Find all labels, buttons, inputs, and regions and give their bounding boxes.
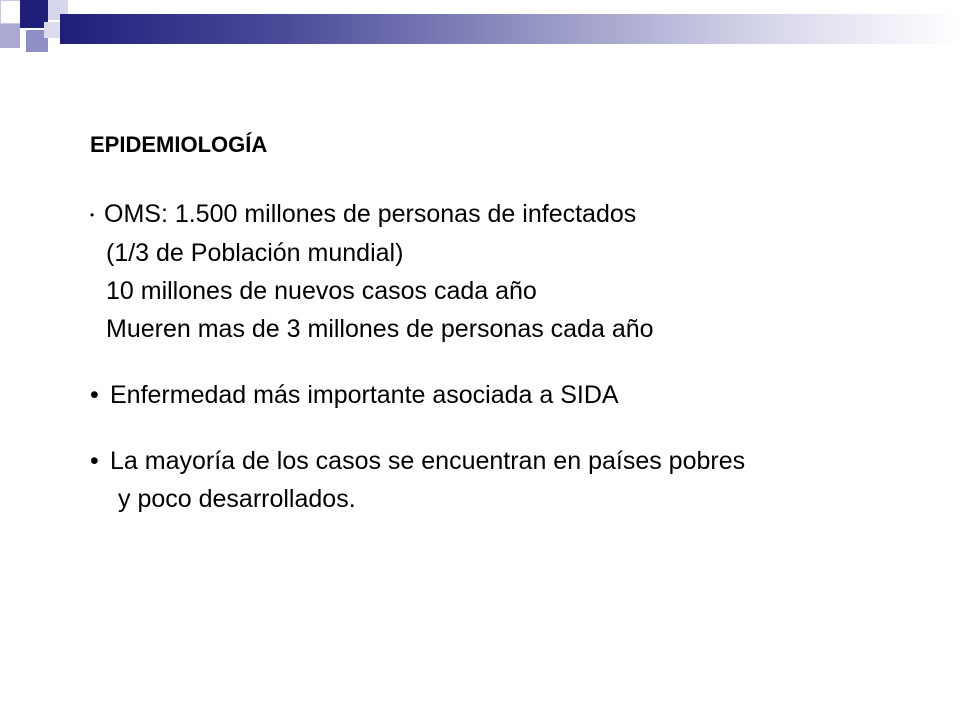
bullet-line: Enfermedad más importante asociada a SIDA bbox=[110, 381, 619, 410]
bullet-item-sida bbox=[90, 376, 940, 414]
decorative-square bbox=[0, 24, 20, 48]
bullet-line: La mayoría de los casos se encuentran en países pobres bbox=[110, 447, 746, 476]
slide-title: EPIDEMIOLOGÍA bbox=[90, 132, 268, 157]
bullet-line: Mueren mas de 3 millones de personas cada año bbox=[106, 315, 654, 344]
bullet-item-paises bbox=[90, 442, 940, 518]
bullet-line: y poco desarrollados. bbox=[118, 485, 356, 514]
decorative-square bbox=[44, 22, 60, 38]
bullet-marker: • bbox=[90, 447, 99, 476]
bullet-line: (1/3 de Población mundial) bbox=[106, 239, 404, 268]
header-gradient-bar bbox=[60, 14, 960, 44]
bullet-marker: • bbox=[90, 208, 95, 223]
bullet-item-oms bbox=[90, 195, 940, 348]
slide-content bbox=[90, 125, 940, 518]
bullet-line: OMS: 1.500 millones de personas de infectados bbox=[104, 200, 637, 228]
bullet-marker: • bbox=[90, 381, 99, 410]
bullet-line: 10 millones de nuevos casos cada año bbox=[106, 277, 537, 306]
